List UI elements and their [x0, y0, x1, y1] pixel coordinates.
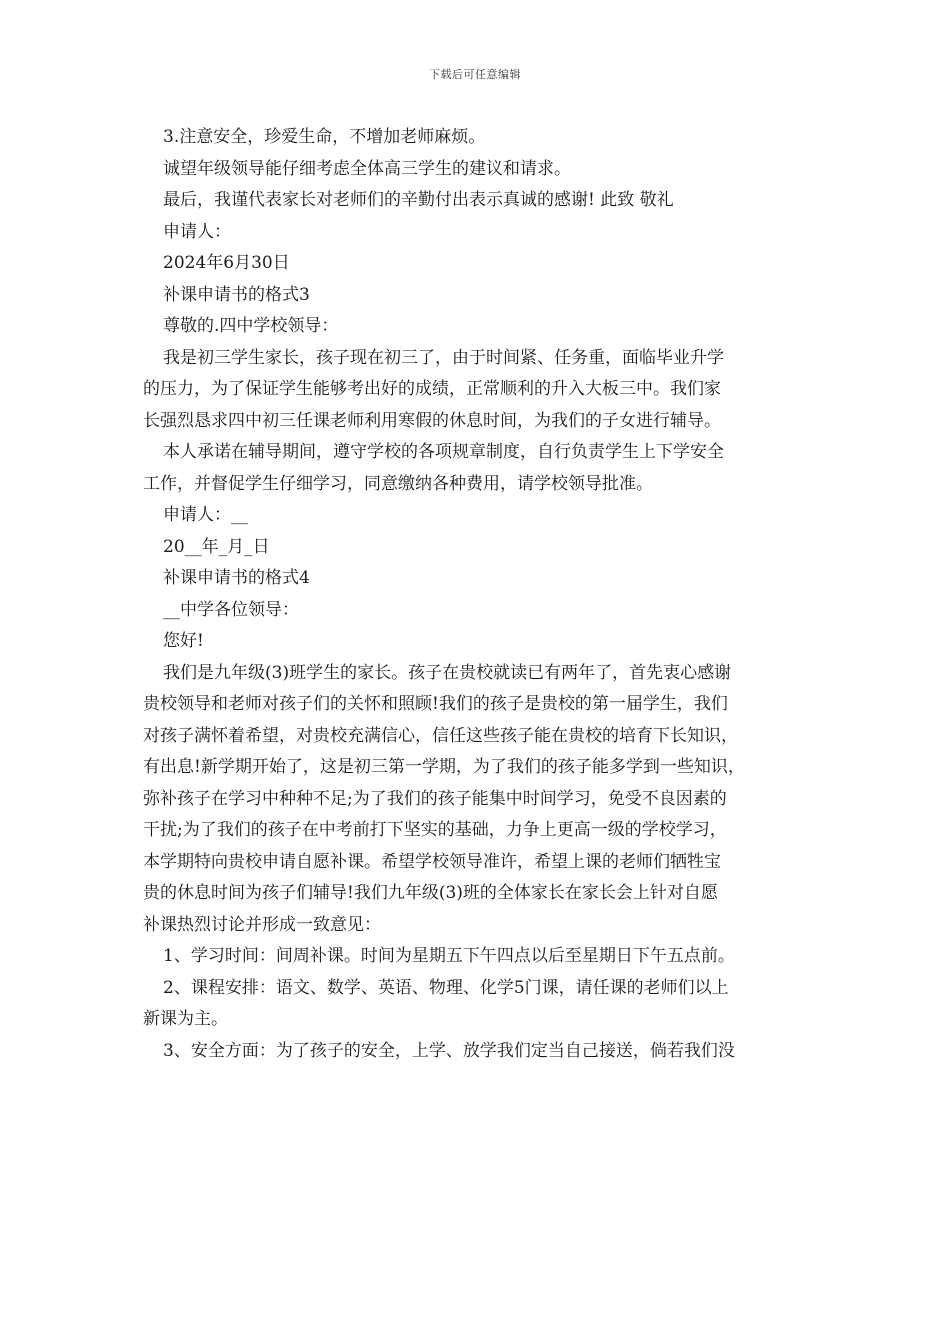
- text-line: 最后，我谨代表家长对老师们的辛勤付出表示真诚的感谢! 此致 敬礼: [163, 190, 674, 210]
- text-line: 申请人：__: [163, 505, 248, 525]
- text-line: 3、安全方面：为了孩子的安全，上学、放学我们定当自己接送，倘若我们没: [163, 1040, 735, 1061]
- text-line: 2、课程安排：语文、数学、英语、物理、化学5门课，请任课的老师们以上: [163, 977, 729, 998]
- text-line: 本学期特向贵校申请自愿补课。希望学校领导准许，希望上课的老师们牺牲宝: [143, 851, 721, 872]
- text-line: 我是初三学生家长，孩子现在初三了，由于时间紧、任务重，面临毕业升学: [163, 347, 724, 368]
- text-line: __中学各位领导：: [163, 599, 299, 620]
- text-line: 您好!: [163, 631, 204, 651]
- text-line: 补课申请书的格式4: [163, 568, 310, 588]
- text-line: 的压力，为了保证学生能够考出好的成绩，正常顺利的升入大板三中。我们家: [143, 379, 721, 399]
- text-line: 20__年_月_日: [163, 536, 270, 557]
- text-line: 我们是九年级(3)班学生的家长。孩子在贵校就读已有两年了，首先衷心感谢: [163, 662, 732, 683]
- text-line: 尊敬的.四中学校领导：: [163, 316, 339, 336]
- text-line: 贵校领导和老师对孩子们的关怀和照顾!我们的孩子是贵校的第一届学生，我们: [143, 694, 728, 714]
- document-body: [143, 122, 823, 1067]
- text-line: 补课申请书的格式3: [163, 284, 310, 305]
- text-line: 1、学习时间：间周补课。时间为星期五下午四点以后至星期日下午五点前。: [163, 946, 735, 966]
- text-line: 新课为主。: [143, 1009, 228, 1029]
- page-header: 下载后可任意编辑: [429, 68, 521, 81]
- text-line: 干扰;为了我们的孩子在中考前打下坚实的基础，力争上更高一级的学校学习，: [143, 820, 727, 840]
- text-line: 贵的休息时间为孩子们辅导!我们九年级(3)班的全体家长在家长会上针对自愿: [143, 883, 718, 903]
- text-line: 诚望年级领导能仔细考虑全体高三学生的建议和请求。: [163, 158, 571, 179]
- text-line: 补课热烈讨论并形成一致意见：: [143, 914, 381, 935]
- text-line: 对孩子满怀着希望，对贵校充满信心，信任这些孩子能在贵校的培育下长知识，: [143, 725, 738, 746]
- text-line: 有出息!新学期开始了，这是初三第一学期，为了我们的孩子能多学到一些知识，: [143, 757, 745, 777]
- text-line: 工作，并督促学生仔细学习，同意缴纳各种费用，请学校领导批准。: [143, 473, 653, 494]
- text-line: 3.注意安全，珍爱生命，不增加老师麻烦。: [163, 127, 486, 147]
- text-line: 弥补孩子在学习中种种不足;为了我们的孩子能集中时间学习，免受不良因素的: [143, 788, 727, 809]
- text-line: 2024年6月30日: [163, 253, 290, 273]
- text-line: 本人承诺在辅导期间，遵守学校的各项规章制度，自行负责学生上下学安全: [163, 442, 724, 462]
- text-line: 长强烈恳求四中初三任课老师利用寒假的休息时间，为我们的子女进行辅导。: [143, 410, 721, 431]
- text-line: 申请人：: [163, 221, 231, 242]
